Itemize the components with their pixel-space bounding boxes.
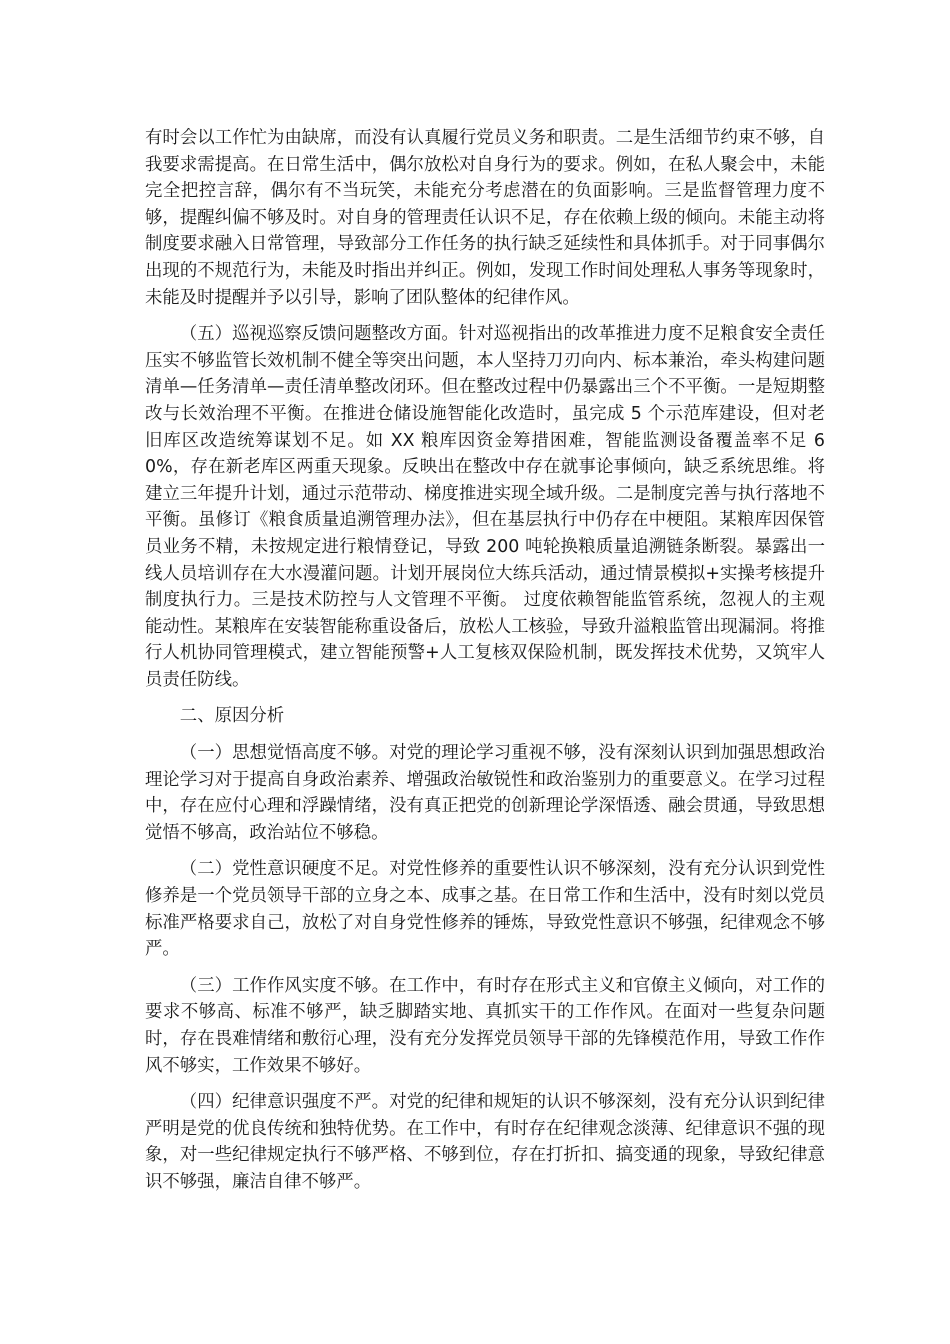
paragraph-cause-1: （一）思想觉悟高度不够。对党的理论学习重视不够，没有深刻认识到加强思想政治理论学习对于提高自身政治素养、增强政治敏锐性和政治鉴别力的重要意义。在学习过程中，存在应付心理和浮躁情绪，没有真正把党的创新理论学深悟透、融会贯通，导致思想觉悟不够高，政治站位不够稳。 <box>145 743 825 843</box>
paragraph-continuation: 有时会以工作忙为由缺席，而没有认真履行党员义务和职责。二是生活细节约束不够，自我要求需提高。在日常生活中，偶尔放松对自身行为的要求。例如，在私人聚会中，未能完全把控言辞，偶尔有不当玩笑，未能充分考虑潜在的负面影响。三是监督管理力度不够，提醒纠偏不够及时。对自身的管理责任认识不足，存在依赖上级的倾向。未能主动将制度要求融入日常管理，导致部分工作任务的执行缺乏延续性和具体抓手。对于同事偶尔出现的不规范行为，未能及时指出并纠正。例如，发现工作时间处理私人事务等现象时，未能及时提醒并予以引导，影响了团队整体的纪律作风。 <box>145 128 825 308</box>
document-body <box>145 125 825 1206</box>
paragraph-inspection-rectification: （五）巡视巡察反馈问题整改方面。针对巡视指出的改革推进力度不足粮食安全责任压实不够监管长效机制不健全等突出问题，本人坚持刀刃向内、标本兼治，牵头构建问题清单—任务清单—责任清单整改闭环。但在整改过程中仍暴露出三个不平衡。一是短期整改与长效治理不平衡。在推进仓储设施智能化改造时，虽完成 5 个示范库建设，但对老旧库区改造统筹谋划不足。如 XX 粮库因资金筹措困难，智能监测设备覆盖率不足 60%，存在新老库区两重天现象。反映出在整改中存在就事论事倾向，缺乏系统思维。将建立三年提升计划，通过示范带动、梯度推进实现全域升级。二是制度完善与执行落地不平衡。虽修订《粮食质量追溯管理办法》，但在基层执行中仍存在中梗阻。某粮库因保管员业务不精，未按规定进行粮情登记，导致 200 吨轮换粮质量追溯链条断裂。暴露出一线人员培训存在大水漫灌问题。计划开展岗位大练兵活动，通过情景模拟+实操考核提升制度执行力。三是技术防控与人文管理不平衡。 过度依赖智能监管系统，忽视人的主观能动性。某粮库在安装智能称重设备后，放松人工核验，导致升溢粮监管出现漏洞。将推行人机协同管理模式，建立智能预警+人工复核双保险机制，既发挥技术优势，又筑牢人员责任防线。 <box>145 324 825 690</box>
paragraph-cause-2: （二）党性意识硬度不足。对党性修养的重要性认识不够深刻，没有充分认识到党性修养是一个党员领导干部的立身之本、成事之基。在日常工作和生活中，没有时刻以党员标准严格要求自己，放松了对自身党性修养的锤炼，导致党性意识不够强，纪律观念不够严。 <box>145 859 825 960</box>
paragraph-cause-3: （三）工作作风实度不够。在工作中，有时存在形式主义和官僚主义倾向，对工作的要求不够高、标准不够严，缺乏脚踏实地、真抓实干的工作作风。在面对一些复杂问题时，存在畏难情绪和敷衍心理，没有充分发挥党员领导干部的先锋模范作用，导致工作作风不够实，工作效果不够好。 <box>145 975 825 1076</box>
paragraph-cause-4: （四）纪律意识强度不严。对党的纪律和规矩的认识不够深刻，没有充分认识到纪律严明是党的优良传统和独特优势。在工作中，有时存在纪律观念淡薄、纪律意识不强的现象，对一些纪律规定执行不够严格、不够到位，存在打折扣、搞变通的现象，导致纪律意识不够强，廉洁自律不够严。 <box>145 1092 825 1192</box>
section-heading-cause-analysis: 二、原因分析 <box>179 706 285 727</box>
